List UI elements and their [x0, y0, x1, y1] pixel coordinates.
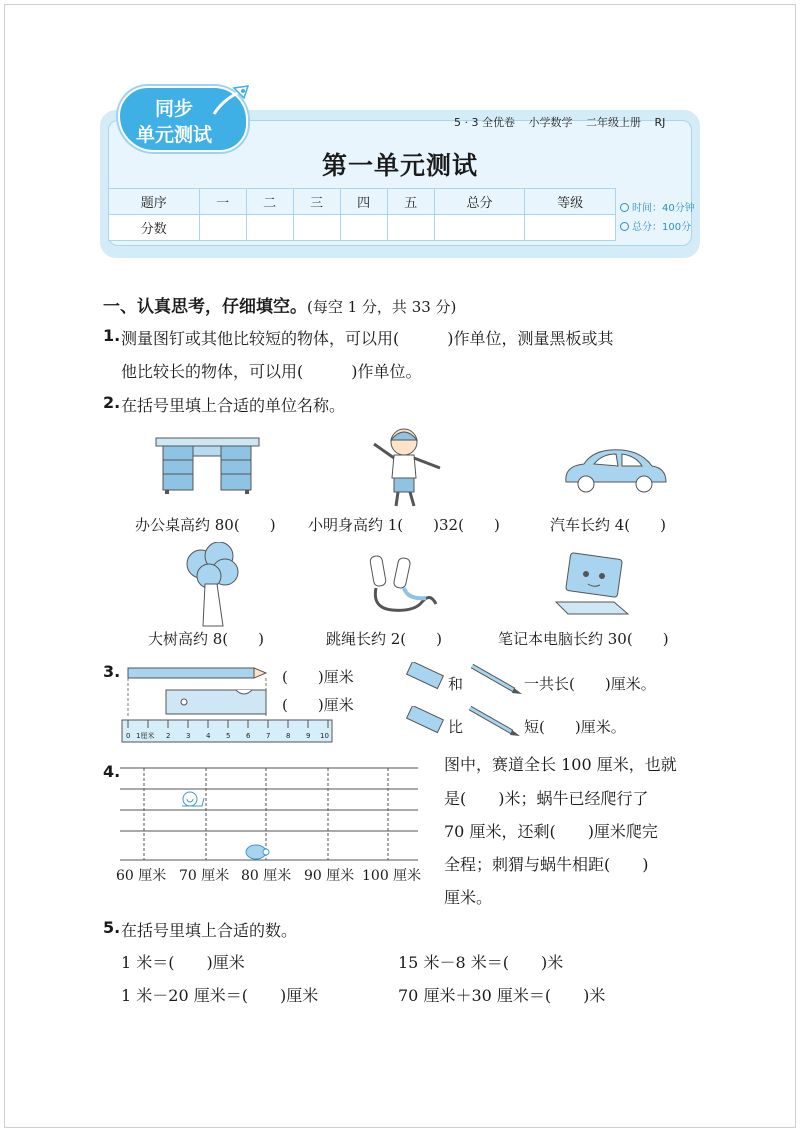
- q4-line5: 厘米。: [444, 888, 493, 907]
- car-icon: [560, 446, 670, 494]
- track-label: 60 厘米: [116, 868, 167, 884]
- q4-line1: 图中，赛道全长 100 厘米，也就: [444, 755, 677, 774]
- score-header-cell: 五: [387, 189, 434, 215]
- boy-icon: [366, 424, 444, 508]
- q3-number: 3.: [103, 662, 121, 681]
- pencil-icon: [468, 662, 524, 698]
- q5-item: 1 米＝( )厘米: [121, 953, 245, 972]
- hedgehog-icon: [246, 845, 269, 859]
- track-label: 70 厘米: [179, 868, 230, 884]
- ruler-tick-label: 7: [266, 732, 271, 740]
- ruler-tick-label: 6: [246, 732, 251, 740]
- q2-text: 在括号里填上合适的单位名称。: [121, 396, 346, 415]
- desk-icon: [155, 436, 260, 494]
- score-header-cell: 等级: [525, 189, 616, 215]
- ruler-tick-label: 5: [226, 732, 231, 740]
- section-note: (每空 1 分，共 33 分): [307, 298, 457, 316]
- score-header-cell: 四: [340, 189, 387, 215]
- q3-blank1: ( )厘米: [282, 668, 354, 686]
- q5-item: 1 米－20 厘米＝( )厘米: [121, 986, 319, 1005]
- pencil-icon: [466, 704, 522, 740]
- q5-item: 15 米－8 米＝( )米: [398, 953, 564, 972]
- jump-rope-icon: [362, 552, 440, 618]
- laptop-icon: [554, 552, 630, 618]
- track-label: 90 厘米: [304, 868, 355, 884]
- total-score: 总分：100分: [620, 218, 691, 233]
- ruler-tick-label: 10: [320, 732, 329, 740]
- ruler-tick-label: 3: [186, 732, 191, 740]
- check-icon: [620, 222, 629, 231]
- score-cell[interactable]: [340, 215, 387, 241]
- sharpener-icon: [404, 706, 446, 736]
- q2-number: 2.: [103, 393, 121, 412]
- snail-icon: [182, 792, 204, 806]
- ruler-tick-label: 0: [126, 732, 131, 740]
- q4-line3: 70 厘米，还剩( )厘米爬完: [444, 822, 658, 841]
- q4-line2: 是( )米；蜗牛已经爬行了: [444, 789, 649, 808]
- sharpener-icon: [404, 662, 446, 692]
- q3-blank2: ( )厘米: [282, 696, 354, 714]
- tree-icon: [185, 542, 241, 628]
- score-table-header-row: [109, 189, 616, 215]
- q3-than: 比: [448, 718, 464, 736]
- boy-caption: 小明身高约 1( )32( ): [308, 516, 500, 534]
- score-cell[interactable]: [246, 215, 293, 241]
- series-subject: 小学数学: [528, 116, 573, 129]
- q3-total-text: 一共长( )厘米。: [524, 675, 656, 693]
- tree-caption: 大树高约 8( ): [148, 630, 265, 648]
- badge-line1: 同步: [154, 98, 193, 120]
- ruler-tick-label: 4: [206, 732, 211, 740]
- ruler-tick-label: 2: [166, 732, 171, 740]
- track-label: 100 厘米: [362, 868, 422, 884]
- race-track-figure: [118, 762, 422, 866]
- score-header-cell: 一: [199, 189, 246, 215]
- series-brand: 5 · 3 全优卷: [454, 116, 515, 129]
- series-grade: 二年级上册: [585, 116, 641, 129]
- series-edition: RJ: [654, 116, 666, 129]
- score-table: [108, 188, 616, 241]
- car-caption: 汽车长约 4( ): [550, 516, 667, 534]
- time-limit: 时间：40分钟: [620, 199, 695, 214]
- q1-line2: 他比较长的物体，可以用( )作单位。: [121, 362, 422, 381]
- q3-short-text: 短( )厘米。: [524, 718, 626, 736]
- score-table-score-row: [109, 215, 616, 241]
- q1-number: 1.: [103, 326, 121, 345]
- rope-caption: 跳绳长约 2( ): [326, 630, 443, 648]
- score-cell[interactable]: [199, 215, 246, 241]
- q3-and: 和: [448, 675, 464, 693]
- score-header-cell: 二: [246, 189, 293, 215]
- q5-text: 在括号里填上合适的数。: [121, 921, 298, 940]
- score-cell[interactable]: [525, 215, 616, 241]
- q5-item: 70 厘米＋30 厘米＝( )米: [398, 986, 606, 1005]
- score-header-cell: 总分: [434, 189, 525, 215]
- score-cell[interactable]: [293, 215, 340, 241]
- track-label: 80 厘米: [241, 868, 292, 884]
- ruler-tick-label: 9: [306, 732, 311, 740]
- score-header-cell: 三: [293, 189, 340, 215]
- clock-icon: [620, 203, 629, 212]
- score-header-cell: 题序: [109, 189, 200, 215]
- rocket-icon: [210, 84, 252, 120]
- desk-caption: 办公桌高约 80( ): [135, 516, 276, 534]
- series-info: [454, 114, 675, 130]
- badge-line2: 单元测试: [135, 124, 212, 146]
- score-row-label: 分数: [109, 215, 200, 241]
- q1-line1: 测量图钉或其他比较短的物体，可以用( )作单位，测量黑板或其: [121, 329, 614, 348]
- score-cell[interactable]: [434, 215, 525, 241]
- q4-line4: 全程；刺猬与蜗牛相距( ): [444, 855, 649, 874]
- ruler-tick-label: 8: [286, 732, 291, 740]
- score-cell[interactable]: [387, 215, 434, 241]
- laptop-caption: 笔记本电脑长约 30( ): [498, 630, 669, 648]
- section-title: 一、认真思考，仔细填空。(每空 1 分，共 33 分): [103, 297, 457, 317]
- q5-number: 5.: [103, 918, 121, 937]
- ruler-tick-label: 1厘米: [136, 732, 155, 740]
- page-title: 第一单元测试: [321, 151, 478, 180]
- q4-number: 4.: [103, 762, 121, 781]
